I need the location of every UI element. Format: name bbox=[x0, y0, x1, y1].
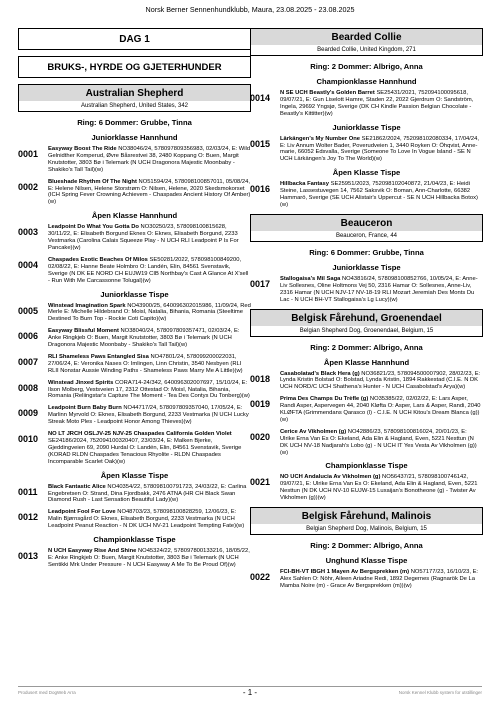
catalog-entry bbox=[250, 371, 483, 392]
ring-judge: Ring: 2 Dommer: Albrigo, Anna bbox=[310, 541, 423, 551]
entry-details bbox=[280, 371, 483, 392]
dog-info: NO48703/23, 578098100828259, 12/06/23, E: Malin Bjørnsgård O: Eknes, Elisabeth Borgund, 2233 Vestmarka (N UCH Leadpoint Peanut Reaction - N DK UCH NV-21 Leadpoint Tempting Fate)(w) bbox=[48, 509, 245, 530]
catalog-entry bbox=[250, 90, 483, 118]
entry-details bbox=[48, 431, 251, 466]
entry-number: 0015 bbox=[250, 138, 271, 149]
entry-details bbox=[280, 181, 483, 209]
entry-details bbox=[280, 396, 483, 424]
group-heading: BRUKS-, HYRDE OG GJETERHUNDER bbox=[18, 56, 251, 78]
dog-name: Stallogaisa's Mil Saga bbox=[280, 275, 341, 282]
class-title: Championklasse Hannhund bbox=[316, 77, 417, 86]
breed-origin: Belgian Shepherd Dog, Groenendael, Belgium, 15 bbox=[299, 327, 434, 334]
entry-details bbox=[280, 569, 483, 590]
dog-name: Winstead Jinxed Spirits bbox=[48, 379, 114, 386]
dog-name: N SE UCH Beastly's Golden Barret bbox=[280, 90, 375, 96]
entry-details bbox=[48, 146, 251, 174]
ring-judge: Ring: 6 Dommer: Grubbe, Tinna bbox=[77, 118, 192, 127]
page-footer bbox=[18, 686, 482, 697]
dog-name: N UCH Easyway Rise And Shine bbox=[48, 548, 137, 555]
entry-details bbox=[48, 380, 251, 401]
entry-number: 0014 bbox=[250, 93, 271, 103]
class-title: Juniorklasse Hannhund bbox=[91, 133, 178, 142]
catalog-entry bbox=[250, 474, 483, 502]
entry-number: 0002 bbox=[18, 181, 39, 192]
breed-box-beauceron bbox=[250, 214, 483, 242]
entry-details bbox=[48, 328, 251, 349]
dog-name: Chaspades Exotic Beaches Of Milos bbox=[48, 256, 148, 263]
entry-number: 0010 bbox=[18, 434, 39, 445]
entry-number: 0017 bbox=[250, 278, 271, 289]
catalog-entry bbox=[18, 354, 251, 375]
dog-info: NO51594/24, 578098100857011, 05/08/24, E: Helene Nilsen, Helene Storstrøm O: Nilsen, Helene, 2020 Skedsmokorset (ICH Spring Fever Crowning Achievem - Chaspades Ancient History Of Amber)(w) bbox=[48, 178, 251, 206]
catalog-entry bbox=[18, 484, 251, 505]
entry-details bbox=[48, 257, 251, 285]
entry-number: 0022 bbox=[250, 572, 271, 583]
breed-box-malinois bbox=[250, 507, 483, 535]
class-title: Åpen Klasse Hannhund bbox=[323, 357, 410, 367]
class-title: Juniorklasse Tispe bbox=[332, 262, 401, 272]
dog-info: NO43816/24, 578098100852766, 10/05/24, E: Anne-Liv Sollesnes, Oline Holtmons Vej 50, 2316 Hamar O: Sollesnes, Anne-Liv, 2316 Hamar (N UCH NJV-17 NV-18-19 RLI Mozart Jeremiah Des Monts Du Lac - N UCH BH-VT Stallogaisa's Lg Lucy)(w) bbox=[280, 275, 478, 303]
dog-info: NO35385/22, 02/02/22, E: Lars Asper, Randi Asper, Aspervegen 44, 2040 Kløfta O: Asper, Lars & Asper, Randi, 2040 KLØFTA (Grimmendans Qarasco (l) - C.I.E. N UCH Kitou's Dream Blanca (g))(w) bbox=[280, 396, 481, 423]
catalog-header: Norsk Berner Sennenhundklubb, Maura, 23.08.2025 - 23.08.2025 bbox=[145, 5, 355, 14]
class-title: Juniorklasse Tispe bbox=[332, 122, 401, 132]
class-title: Championklasse Tispe bbox=[325, 461, 408, 471]
catalog-entry bbox=[18, 257, 251, 285]
entry-details bbox=[48, 224, 251, 252]
entry-number: 0006 bbox=[18, 331, 39, 342]
page-number: - 1 - bbox=[242, 688, 258, 697]
dog-info: NO36821/23, 578094500007902, 28/02/23, E: Lynda Kristin Bolstad O: Bolstad, Lynda Kristin, 1894 Rakkestad (C.I.E. N DK UCH NORD/C UCH Shathena's Hunter - N UCH Casabolstad's Arya)(w) bbox=[280, 370, 481, 391]
dog-info: NO57177/23, 16/10/23, E: Alex Sahlen O: Nöhr, Aileen Ariadne Redi, 1892 Degernes (Ragnarök De La Mamba Noire (m) - Grace Av Bergsprekken (m))(w) bbox=[280, 569, 479, 589]
entry-number: 0001 bbox=[18, 149, 39, 159]
entry-details bbox=[280, 136, 483, 164]
entry-details bbox=[48, 509, 251, 530]
class-title: Åpen Klasse Tispe bbox=[100, 470, 169, 480]
footer-producer: Produsert med DogWeb Arra bbox=[18, 690, 76, 695]
entry-number: 0004 bbox=[18, 259, 39, 270]
catalog-entry bbox=[18, 303, 251, 324]
catalog-entry bbox=[250, 181, 483, 209]
entry-details bbox=[280, 90, 483, 118]
breed-name: Belgisk Fårehund, Malinois bbox=[251, 508, 482, 524]
entry-number: 0011 bbox=[18, 486, 38, 497]
entry-number: 0019 bbox=[250, 399, 271, 410]
catalog-entry bbox=[250, 429, 483, 457]
entry-number: 0005 bbox=[18, 305, 39, 316]
entry-number: 0009 bbox=[18, 408, 39, 419]
dog-info: SE25431/2021, 752094100095618, 09/07/21, E: Gun Liselott Hamre, Staden 22, 2022 Gjerdrum O: Sandström, Ingela, 29692 Yngsjø, Sverige (DK CH Kindle Passion Belgian Chocolate - Beastly's Kittitter)(w) bbox=[280, 90, 474, 117]
dog-info: CORA714-24/342, 640096302007697, 15/10/24, E: Ilson Molberg, Vestsveien 17, 2312 Ottestad O: Moisl, Natalia, Bihania, Romania (Reliingstar's Capture The Moment - Tea Des Contys Du Tonberg)(w) bbox=[48, 379, 250, 400]
dog-name: Casabolatad's Black Hera (g) bbox=[280, 370, 360, 377]
dog-name: Lärkängen's My Number One bbox=[280, 135, 360, 142]
dog-info: NO42886/23, 578098100816024, 20/01/23, E: Ulrike Erna Van Es O: Ekeland, Ada Elin & Hagland, Even, 5221 Nesttun (N DK UCH NV-18 Nadjarah's Lobo (g) - N UCH IT Yes Vesta Av Vikholmen (g))(w) bbox=[280, 428, 477, 456]
dog-name: Easyway Boost The Ride bbox=[48, 146, 117, 152]
dog-info: NO40354/22, 578098100791723, 24/03/22, E: Carlina Engebretsen O: Strand, Dina Fjordbakk, 2476 ATNA (HR CH Black Swan Diamond Rush - Last Sensation Beautiful Lady)(w) bbox=[48, 483, 247, 504]
entry-number: 0003 bbox=[18, 227, 39, 238]
catalog-entry bbox=[18, 380, 251, 401]
breed-origin: Beauceron, France, 44 bbox=[335, 232, 398, 239]
entry-details bbox=[48, 303, 251, 324]
dog-info: NO43900/25, 640096302015986, 11/09/24, Red Merle E: Michelle Hildebrand O: Moisl, Natalia, Bihania, Romania (Steeltime Destined To Burn Top - Rockie Coti Capito)(w) bbox=[48, 302, 251, 323]
entry-details bbox=[280, 276, 483, 304]
catalog-entry bbox=[18, 179, 251, 207]
entry-number: 0016 bbox=[250, 184, 271, 195]
class-title: Åpen Klasse Hannhund bbox=[91, 211, 178, 221]
catalog-entry bbox=[18, 146, 251, 174]
dog-name: Winstead Imagination Spark bbox=[48, 302, 126, 309]
breed-name: Bearded Collie bbox=[251, 29, 482, 45]
ring-judge: Ring: 6 Dommer: Grubbe, Tinna bbox=[309, 247, 424, 257]
breed-box-bearded-collie bbox=[250, 28, 483, 56]
breed-name: Beauceron bbox=[251, 215, 482, 231]
entry-details bbox=[280, 429, 483, 457]
entry-details bbox=[48, 354, 251, 375]
ring-judge: Ring: 2 Dommer: Albrigo, Anna bbox=[310, 342, 423, 352]
dog-name: RLI Shameless Paws Entangled Sisa bbox=[48, 353, 149, 360]
dog-name: Prima Des Champs Du Trèfle (g) bbox=[280, 396, 369, 403]
catalog-entry bbox=[250, 396, 483, 424]
dog-info: NO47801/24, 578099200022031, 27/06/24, E: Veronika Nases O: Imlingen, Linn Christin, 3540 Nesbyen (RLI RLII Nonstar Aussie Winding Paths - Shameless Paws Marry Me A Little)(w) bbox=[48, 353, 243, 374]
dog-name: Leadpoint Do What You Gotta Do bbox=[48, 224, 139, 231]
dog-name: Hillbacka Fantasy bbox=[280, 181, 329, 188]
dog-info: NO30250/23, 578098100815628, 30/11/22, E: Elisabeth Borgund Eknes O: Eknes, Elisabeth Borgund, 2233 Vestmarka (Carolina Calais Squeeze Play - N UCH RLI Leadpoint P Is For Pancake)(w) bbox=[48, 224, 239, 251]
entry-number: 0012 bbox=[18, 512, 39, 523]
dog-info: NO38040/24, 578097809357471, 02/03/24, E: Anke Ringkjeb O: Buen, Margit Knutstotter, 3803 Bø i Telemark (N UCH Dragonora Majestic Moonbaby - Shakiko's Tall Tail)(w) bbox=[48, 328, 240, 349]
catalog-entry bbox=[18, 405, 251, 426]
dog-name: Blueshade Rhythm Of The Night bbox=[48, 178, 137, 185]
class-title: Åpen Klasse Tispe bbox=[332, 168, 401, 178]
left-column bbox=[18, 28, 251, 574]
entry-details bbox=[48, 405, 251, 426]
entry-details bbox=[48, 484, 251, 505]
dog-info: SE25951/2023, 752098102040872, 21/04/23, E: Heidi Steine, Lassestuvegen 14, 7562 Saksvik O: Boman, Ann-Charlotte, 66382 Hammarö, Sverige (SE UCH Alistair's Uppercut - SE N UCH Hillbacka Botox)(w) bbox=[280, 181, 478, 208]
entry-number: 0018 bbox=[250, 373, 271, 384]
dog-info: SE21862/2024, 752098102080334, 17/04/24, E: Liv Annum Wolter Bader, Poverudveien 1, 3440 Royken O: Öhqvist, Anne-marie, 66052 Edsvalla, Sverige (Someone To Love In Vogue Island - SE N UCH Lärkängen's Joy To The World)(w) bbox=[280, 135, 479, 163]
dog-info: SE24186/2024, 752094100320407, 23/03/24, E: Malken Bjerke, Gjeddingveien 69, 2090 Hurdal O: Landén, Elin, 84561 Svenstavik, Sverige (KORAD RLDN Chaspades Tenacious Rhyolite - RLDN Chaspades Incomparable Scarlet Oak)(w) bbox=[48, 438, 242, 465]
class-title: Juniorklasse Tispe bbox=[100, 289, 169, 299]
footer-system: Norsk Kennel Klubb system for utstillinger bbox=[398, 690, 482, 695]
catalog-entry bbox=[250, 569, 483, 590]
class-title: Championklasse Tispe bbox=[93, 535, 176, 545]
dog-name: Black Fantastic Alice bbox=[48, 483, 106, 490]
ring-judge: Ring: 2 Dommer: Albrigo, Anna bbox=[310, 62, 423, 71]
entry-number: 0013 bbox=[18, 551, 39, 562]
dog-name: NO UCH Andalucia Av Vikholmen (g) bbox=[280, 474, 381, 481]
entry-number: 0008 bbox=[18, 382, 39, 393]
entry-details bbox=[48, 179, 251, 207]
day-heading: DAG 1 bbox=[18, 28, 251, 50]
breed-name: Belgisk Fårehund, Groenendael bbox=[251, 310, 482, 326]
breed-box-australian-shepherd bbox=[18, 84, 251, 112]
catalog-entry bbox=[18, 431, 251, 466]
breed-name: Australian Shepherd bbox=[19, 85, 250, 101]
dog-name: Cerice Av Vikholmen (g) bbox=[280, 428, 347, 435]
breed-origin: Bearded Collie, United Kingdom, 271 bbox=[317, 47, 416, 53]
entry-details bbox=[48, 548, 251, 569]
dog-info: SE50281/2022, 578098100849200, 02/08/22, E: Hanne Beate Holmbro O: Landén, Elin, 84561 Svenstavik, Sverige (N DK EE NORD CH EUJW19 CIB Northbay's Cast A Glance At X'sell - Run With Me Carcassonne Tolugal)(w) bbox=[48, 256, 249, 284]
dog-name: FCI-BH-VT IBGH 1 Mayen Av Bergsprekken (m) bbox=[280, 569, 410, 576]
catalog-entry bbox=[250, 276, 483, 304]
catalog-entry bbox=[18, 328, 251, 349]
dog-name: Easyway Blissful Moment bbox=[48, 328, 119, 335]
entry-number: 0007 bbox=[18, 356, 39, 367]
catalog-entry bbox=[18, 224, 251, 252]
dog-info: NO56437/21, 578098100746142, 09/07/21, E: Ulrike Erna Van Es O: Ekeland, Ada Elin & Hagland, Even, 5221 Nesttun (N DK UCH NV-10 EUJW-15 Luxaijan's Bonotheone (g) - Twister Av Vikholmen (g))(w) bbox=[280, 474, 478, 502]
class-title: Unghund Klasse Tispe bbox=[325, 556, 408, 566]
entry-number: 0020 bbox=[250, 431, 271, 442]
breed-origin: Australian Shepherd, United States, 342 bbox=[80, 103, 189, 109]
dog-name: NO LT JRCH OSLJV-25 NJV-25 Chaspades California Golden Violet bbox=[48, 431, 232, 438]
entry-details bbox=[280, 474, 483, 502]
dog-name: Leadpoint Fool For Love bbox=[48, 509, 116, 516]
dog-info: NO44717/24, 578097809357040, 17/05/24, E: Marlinn Myrvold O: Eknes, Elisabeth Borgund, 2233 Vestmarka (N UCH Lucky Streak Moto Ples - Leadpoint Honor Among Thieves)(w) bbox=[48, 405, 249, 426]
catalog-entry bbox=[250, 136, 483, 164]
dog-info: NO38046/24, 578097809356983, 02/03/24, E: Wild Gelnidther Komperud, Øvre Båsrestvei 38, 2480 Koppang O: Buen, Margit Knutstotter, 3803 Bø i Telemark (N UCH Dragonora Majestic Moonbaby - Shakiko's Tall Tail)(w) bbox=[48, 146, 251, 173]
right-column bbox=[250, 28, 483, 595]
catalog-entry bbox=[18, 548, 251, 569]
breed-box-groenendael bbox=[250, 309, 483, 337]
dog-name: Leadpoint Burn Baby Burn bbox=[48, 405, 122, 412]
catalog-entry bbox=[18, 509, 251, 530]
breed-origin: Belgian Shepherd Dog, Malinois, Belgium, 15 bbox=[306, 526, 427, 533]
entry-number: 0021 bbox=[250, 477, 271, 488]
dog-info: NO45324/22, 578097800133216, 18/05/22, E: Anke Ringkjeb O: Buen, Margit Knutstotter, 3803 Bø i Telemark (N UCH Sentikki Mrk Under Pressure - N UCH Easyway A Me To Be Proud Of)(w) bbox=[48, 548, 250, 568]
